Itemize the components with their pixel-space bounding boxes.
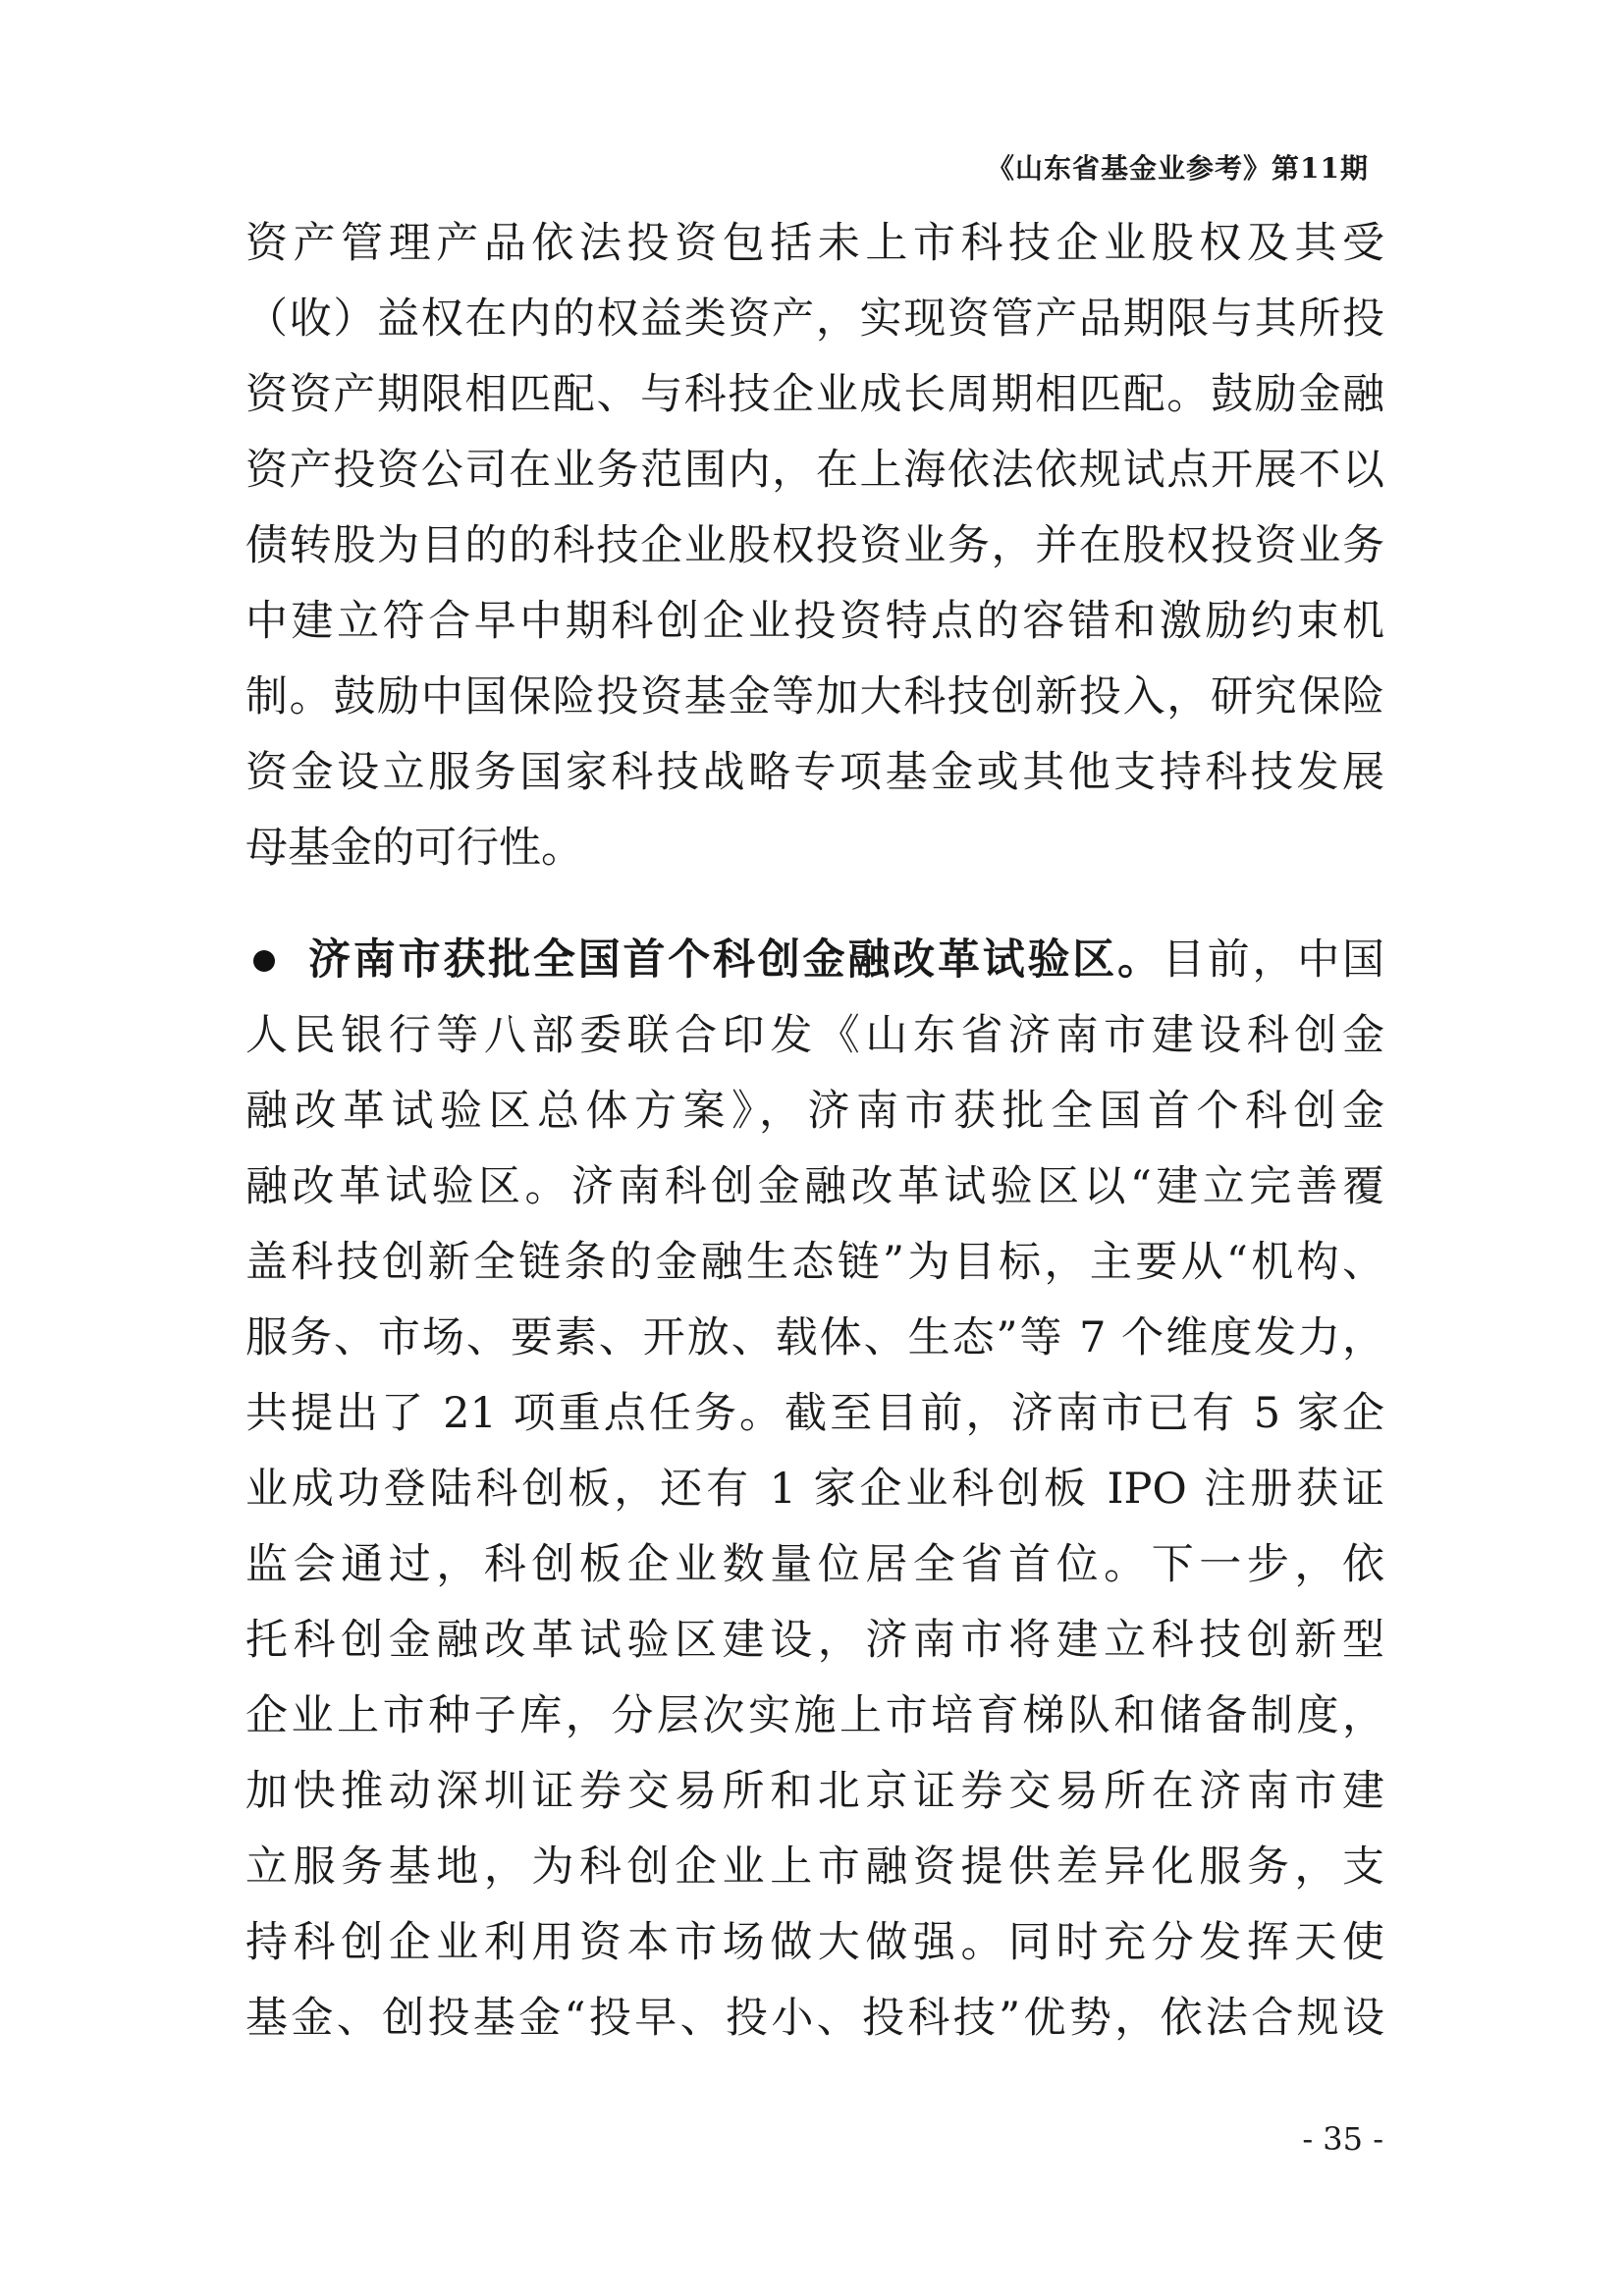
text-line: 共提出了 21 项重点任务。截至目前，济南市已有 5 家企 (245, 1389, 1384, 1438)
bullet-icon (253, 950, 275, 972)
bullet-heading-rest: 目前，中国 (1162, 935, 1384, 985)
text-line: 托科创金融改革试验区建设，济南市将建立科技创新型 (245, 1616, 1384, 1665)
text-line: 服务、市场、要素、开放、载体、生态”等 7 个维度发力， (245, 1313, 1384, 1362)
text-line: 资产投资公司在业务范围内，在上海依法依规试点开展不以 (245, 446, 1384, 495)
page-number: - 35 - (1302, 2120, 1383, 2158)
text-line: 立服务基地，为科创企业上市融资提供差异化服务，支 (245, 1842, 1384, 1892)
text-line: 融改革试验区总体方案》，济南市获批全国首个科创金 (245, 1087, 1384, 1136)
text-line: （收）益权在内的权益类资产，实现资管产品期限与其所投 (245, 294, 1384, 344)
text-line: 企业上市种子库，分层次实施上市培育梯队和储备制度， (245, 1691, 1384, 1740)
text-line: 人民银行等八部委联合印发《山东省济南市建设科创金 (245, 1011, 1384, 1060)
paragraph-1 (245, 206, 1384, 886)
text-line: 加快推动深圳证券交易所和北京证券交易所在济南市建 (245, 1767, 1384, 1816)
bullet-heading-line (245, 923, 1384, 998)
text-line: 持科创企业利用资本市场做大做强。同时充分发挥天使 (245, 1918, 1384, 1967)
text-line: 融改革试验区。济南科创金融改革试验区以“建立完善覆 (245, 1162, 1384, 1211)
paragraph-2 (245, 923, 1384, 2056)
document-body (245, 206, 1384, 2056)
text-line: 中建立符合早中期科创企业投资特点的容错和激励约束机 (245, 597, 1384, 646)
bullet-heading-text (308, 923, 1384, 998)
text-line: 监会通过，科创板企业数量位居全省首位。下一步，依 (245, 1540, 1384, 1589)
text-line: 业成功登陆科创板，还有 1 家企业科创板 IPO 注册获证 (245, 1465, 1384, 1514)
text-line: 债转股为目的的科技企业股权投资业务，并在股权投资业务 (245, 521, 1384, 570)
running-header: 《山东省基金业参考》第11期 (987, 152, 1369, 185)
text-line: 制。鼓励中国保险投资基金等加大科技创新投入，研究保险 (245, 672, 1384, 721)
text-line: 盖科技创新全链条的金融生态链”为目标，主要从“机构、 (245, 1238, 1384, 1287)
bullet-heading: 济南市获批全国首个科创金融改革试验区。 (308, 935, 1163, 985)
text-line: 母基金的可行性。 (245, 824, 583, 873)
text-line: 资资产期限相匹配、与科技企业成长周期相匹配。鼓励金融 (245, 370, 1384, 419)
text-line: 资金设立服务国家科技战略专项基金或其他支持科技发展 (245, 748, 1384, 797)
text-line: 资产管理产品依法投资包括未上市科技企业股权及其受 (245, 219, 1384, 268)
text-line: 基金、创投基金“投早、投小、投科技”优势，依法合规设 (245, 1994, 1384, 2043)
